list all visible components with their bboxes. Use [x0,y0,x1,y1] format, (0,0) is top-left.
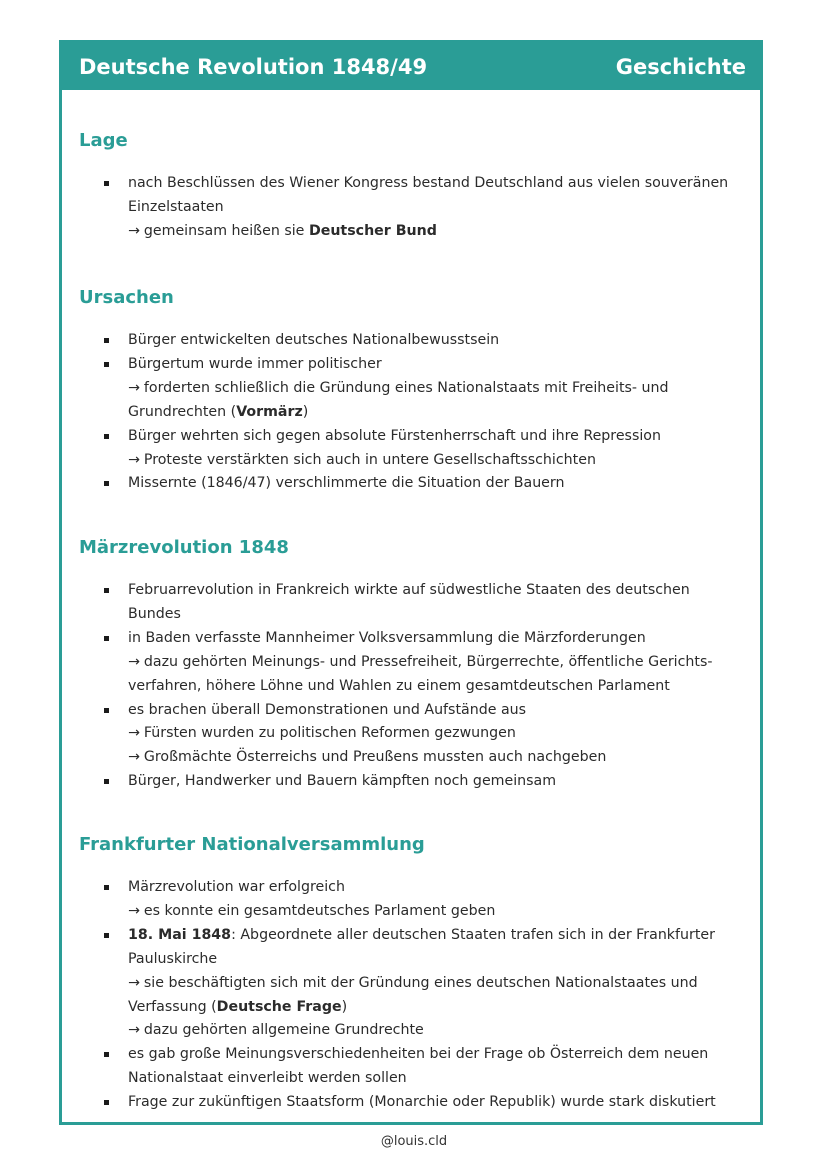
text-line [128,1091,734,1115]
text-run: Verfassung ( [128,998,217,1015]
text-run: dazu gehörten Meinungs- und Pressefreiheit, Bürgerrechte, öffentliche Gerichts- [143,653,713,670]
arrow-right-icon: → [128,1022,140,1039]
text-run: es brachen überall Demonstrationen und Aufstände aus [128,701,527,718]
section-title: Märzrevolution 1848 [79,537,289,558]
arrow-right-icon: → [128,379,140,396]
text-line [128,770,734,794]
text-run: gemeinsam heißen sie [143,222,309,239]
text-line [128,1019,734,1043]
text-line [128,579,734,603]
text-run: Bürger wehrten sich gegen absolute Fürstenherrschaft und ihre Repression [128,427,661,444]
text-run: dazu gehörten allgemeine Grundrechte [143,1022,424,1039]
header-bar [62,43,760,90]
bullet-list [102,876,734,1115]
text-run: Einzelstaaten [128,198,224,215]
text-run: Bürger entwickelten deutsches Nationalbewusstsein [128,332,500,348]
text-line [128,651,734,675]
text-run: ) [341,998,348,1015]
text-run: ) [302,403,309,420]
text-run: : Abgeordnete aller deutschen Staaten trafen sich in der Frankfurter [231,926,715,943]
list-item [102,172,734,244]
text-line [128,196,734,220]
subject-label: Geschichte [615,54,746,79]
text-run: nach Beschlüssen des Wiener Kongress bestand Deutschland aus vielen souveränen [128,175,729,191]
text-line [128,972,734,996]
list-item [102,876,734,924]
list-item [102,1043,734,1091]
bullet-list [102,172,734,244]
text-line [128,746,734,770]
arrow-right-icon: → [128,902,140,919]
text-run: Missernte (1846/47) verschlimmerte die Situation der Bauern [128,475,565,492]
text-run: Märzrevolution war erfolgreich [128,879,345,895]
text-line [128,722,734,746]
bold-term: Vormärz [236,403,303,420]
bold-term: Deutsche Frage [216,998,342,1015]
text-run: Bürger, Handwerker und Bauern kämpften noch gemeinsam [128,773,557,790]
text-line [128,603,734,627]
list-item [102,699,734,771]
text-line [128,353,734,377]
arrow-right-icon: → [128,725,140,742]
text-line [128,627,734,651]
text-line [128,377,734,401]
text-run: forderten schließlich die Gründung eines Nationalstaats mit Freiheits- und [143,379,669,396]
list-item [102,924,734,1044]
text-line [128,900,734,924]
text-line [128,876,734,900]
list-item [102,329,734,353]
text-line [128,220,734,244]
text-line [128,1043,734,1067]
text-run: verfahren, höhere Löhne und Wahlen zu einem gesamtdeutschen Parlament [128,677,670,694]
text-run: Grundrechten ( [128,403,237,420]
document-title: Deutsche Revolution 1848/49 [79,54,428,79]
list-item [102,472,734,496]
arrow-right-icon: → [128,749,140,766]
text-run: Pauluskirche [128,950,218,967]
text-line [128,675,734,699]
text-line [128,329,734,353]
text-run: sie beschäftigten sich mit der Gründung eines deutschen Nationalstaates und [143,974,698,991]
list-item [102,1091,734,1115]
arrow-right-icon: → [128,974,140,991]
text-run: Nationalstaat einverleibt werden sollen [128,1070,407,1087]
text-line [128,996,734,1020]
bold-term: Deutscher Bund [308,222,437,239]
list-item [102,425,734,473]
text-line [128,401,734,425]
text-line [128,425,734,449]
arrow-right-icon: → [128,451,140,468]
bold-term: 18. Mai 1848 [128,926,232,943]
document-sheet [59,40,763,1125]
section-title: Lage [79,130,128,151]
text-line [128,472,734,496]
bullet-list [102,579,734,794]
text-line [128,948,734,972]
arrow-right-icon: → [128,653,140,670]
text-run: Frage zur zukünftigen Staatsform (Monarchie oder Republik) wurde stark diskutiert [128,1094,716,1111]
text-run: Fürsten wurden zu politischen Reformen gezwungen [143,725,516,742]
section-title: Frankfurter Nationalversammlung [79,834,425,855]
list-item [102,353,734,425]
text-run: in Baden verfasste Mannheimer Volksversammlung die Märzforderungen [128,629,646,646]
text-line [128,924,734,948]
text-run: Proteste verstärkten sich auch in untere Gesellschaftsschichten [143,451,596,468]
list-item [102,579,734,627]
section-title: Ursachen [79,287,174,308]
text-run: Bürgertum wurde immer politischer [128,355,382,372]
footer-credit: @louis.cld [380,1134,448,1149]
arrow-right-icon: → [128,222,140,239]
text-run: es gab große Meinungsverschiedenheiten bei der Frage ob Österreich dem neuen [128,1046,709,1063]
text-line [128,172,734,196]
list-item [102,770,734,794]
text-run: Bundes [128,605,181,622]
text-line [128,1067,734,1091]
text-run: Februarrevolution in Frankreich wirkte auf südwestliche Staaten des deutschen [128,582,690,598]
bullet-list [102,329,734,496]
list-item [102,627,734,699]
text-line [128,449,734,473]
text-run: Großmächte Österreichs und Preußens mussten auch nachgeben [143,749,607,766]
text-line [128,699,734,723]
text-run: es konnte ein gesamtdeutsches Parlament geben [143,902,496,919]
